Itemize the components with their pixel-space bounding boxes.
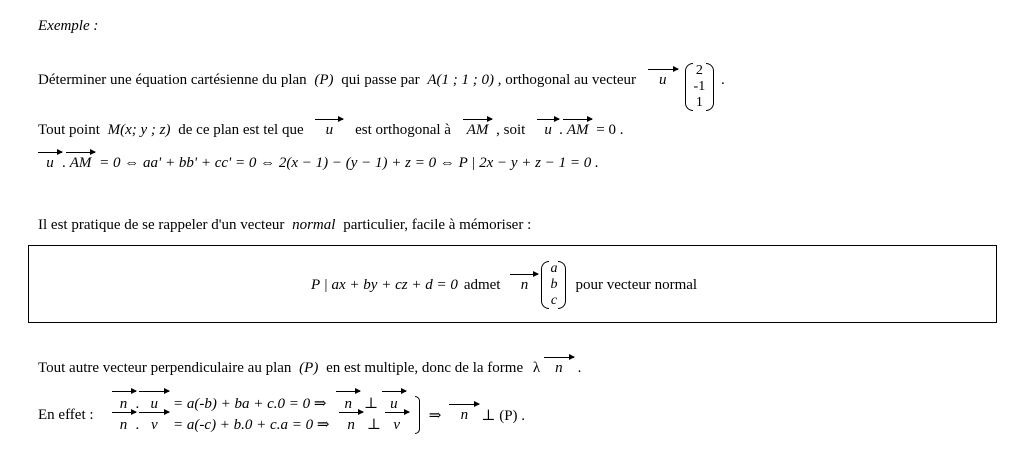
vector-u: u: [648, 72, 678, 89]
proof-rows: [112, 394, 409, 436]
admet: admet: [463, 276, 501, 293]
coord: 1: [695, 95, 703, 110]
lambda: λ: [532, 360, 541, 376]
period: .: [720, 72, 725, 88]
vector-u: u: [382, 394, 406, 415]
vector-am: AM: [563, 122, 593, 139]
orthogonality-statement: [38, 122, 623, 139]
vector-n: n: [112, 394, 136, 415]
vector-v: v: [139, 415, 169, 436]
perp: ⊥: [364, 396, 379, 412]
plane-name: (P): [299, 360, 319, 376]
vector-n-coordinates: [541, 261, 566, 309]
derivation-formula: = 0 ⇔ aa' + bb' + cc' = 0 ⇔ 2(x − 1) − (y − 1) + z = 0 ⇔ P | 2x − y + z − 1 = 0 .: [99, 155, 599, 171]
vector-u: u: [139, 394, 169, 415]
text: Il est pratique de se rappeler d'un vecteur: [38, 217, 285, 233]
period: .: [577, 360, 582, 376]
text: = 0 .: [596, 122, 624, 138]
box-suffix: pour vecteur normal: [575, 276, 698, 293]
proof-row-2: [112, 415, 409, 436]
vector-v: v: [385, 415, 409, 436]
vector-n: n: [449, 407, 479, 424]
dot: .: [559, 122, 563, 138]
vector-n: n: [510, 277, 538, 294]
coord: a: [550, 261, 558, 276]
vector-n: n: [112, 415, 136, 436]
vector-u: u: [315, 122, 343, 139]
coord: 2: [695, 63, 703, 78]
text: Tout point: [38, 122, 100, 138]
vector-n: n: [544, 360, 574, 377]
reminder-statement: [38, 217, 531, 234]
plane-equation: P | ax + by + cz + d = 0: [311, 276, 458, 293]
point-m: M(x; y ; z): [107, 122, 171, 138]
text: particulier, facile à mémoriser :: [343, 217, 532, 233]
text: , soit: [496, 122, 526, 138]
text: , orthogonal au vecteur: [497, 72, 637, 88]
dot: .: [135, 417, 140, 433]
derivation: [38, 155, 599, 172]
word-normal: normal: [292, 217, 336, 233]
dot: .: [62, 155, 66, 171]
multiple-statement: [38, 360, 581, 377]
text: est orthogonal à: [355, 122, 451, 138]
proof-label: En effet :: [38, 406, 94, 423]
example-label: Exemple :: [38, 18, 99, 34]
normal-vector-box: [28, 245, 997, 323]
conclusion: ⊥ (P) .: [481, 407, 526, 424]
text: Déterminer une équation cartésienne du plan: [38, 72, 307, 88]
vector-n: n: [336, 394, 360, 415]
plane-name: (P): [314, 72, 334, 88]
expr: = a(-b) + ba + c.0 = 0 ⇒: [173, 396, 327, 412]
coord: b: [550, 277, 558, 292]
expr: = a(-c) + b.0 + c.a = 0 ⇒: [173, 417, 330, 433]
vector-u: u: [38, 155, 62, 172]
problem-statement: [38, 63, 725, 111]
perp: ⊥: [366, 417, 382, 433]
vector-am: AM: [463, 122, 493, 139]
vector-n: n: [339, 415, 363, 436]
vector-u: u: [537, 122, 559, 139]
text: Tout autre vecteur perpendiculaire au plan: [38, 360, 292, 376]
coord: c: [550, 293, 558, 308]
point-a: A(1 ; 1 ; 0): [427, 72, 495, 88]
implies: ⇒: [428, 407, 442, 424]
right-brace: [415, 396, 423, 434]
text: qui passe par: [341, 72, 420, 88]
vector-u-coordinates: [685, 63, 715, 111]
proof-block: [38, 394, 525, 436]
dot: .: [135, 396, 140, 412]
vector-am: AM: [66, 155, 96, 172]
box-content: [311, 246, 697, 324]
text: en est multiple, donc de la forme: [326, 360, 524, 376]
coord: -1: [693, 79, 706, 94]
text: de ce plan est tel que: [178, 122, 304, 138]
